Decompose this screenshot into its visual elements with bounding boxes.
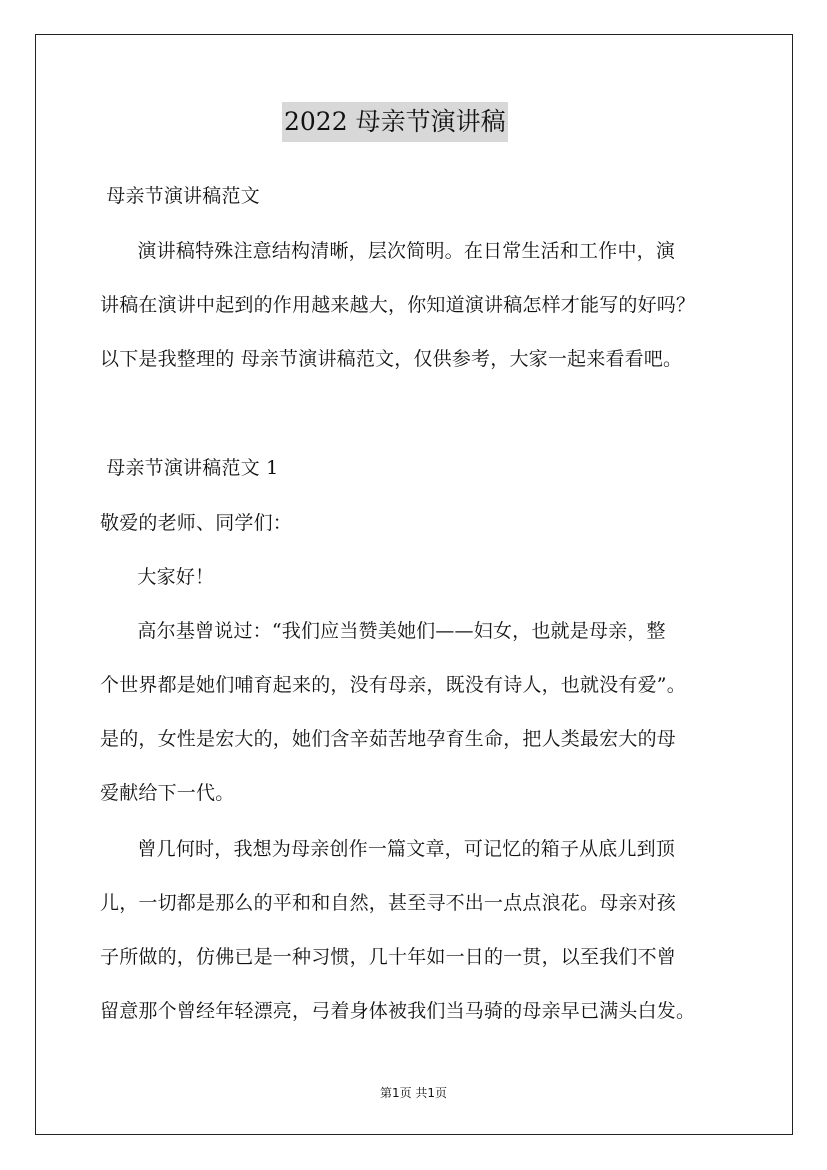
- paragraph-line: 高尔基曾说过：“我们应当赞美她们——妇女，也就是母亲，整: [100, 620, 666, 642]
- paragraph-line: 以下是我整理的 母亲节演讲稿范文，仅供参考，大家一起来看看吧。: [100, 348, 683, 370]
- salutation: 敬爱的老师、同学们：: [100, 512, 293, 534]
- paragraph-line: 大家好！: [100, 566, 215, 588]
- paragraph-line: 爱献给下一代。: [100, 782, 235, 804]
- paragraph-line: 子所做的，仿佛已是一种习惯，几十年如一日的一贯，以至我们不曾: [100, 946, 677, 968]
- paragraph-line: 个世界都是她们哺育起来的，没有母亲，既没有诗人，也就没有爱”。: [100, 674, 686, 696]
- page-number: 第1页 共1页: [379, 1086, 448, 1100]
- paragraph-line: 讲稿在演讲中起到的作用越来越大，你知道演讲稿怎样才能写的好吗？: [100, 294, 696, 316]
- paragraph-line: 儿，一切都是那么的平和和自然，甚至寻不出一点点浪花。母亲对孩: [100, 892, 677, 914]
- document-title: 2022 母亲节演讲稿: [282, 102, 508, 142]
- section-heading: 母亲节演讲稿范文: [100, 185, 260, 207]
- paragraph-line: 曾几何时，我想为母亲创作一篇文章，可记忆的箱子从底儿到顶: [100, 838, 676, 860]
- paragraph-line: 演讲稿特殊注意结构清晰，层次简明。在日常生活和工作中，演: [100, 240, 676, 262]
- paragraph-line: 是的，女性是宏大的，她们含辛茹苦地孕育生命，把人类最宏大的母: [100, 728, 677, 750]
- paragraph-line: 留意那个曾经年轻漂亮，弓着身体被我们当马骑的母亲早已满头白发。: [100, 1000, 696, 1022]
- section-heading: 母亲节演讲稿范文 1: [100, 457, 279, 479]
